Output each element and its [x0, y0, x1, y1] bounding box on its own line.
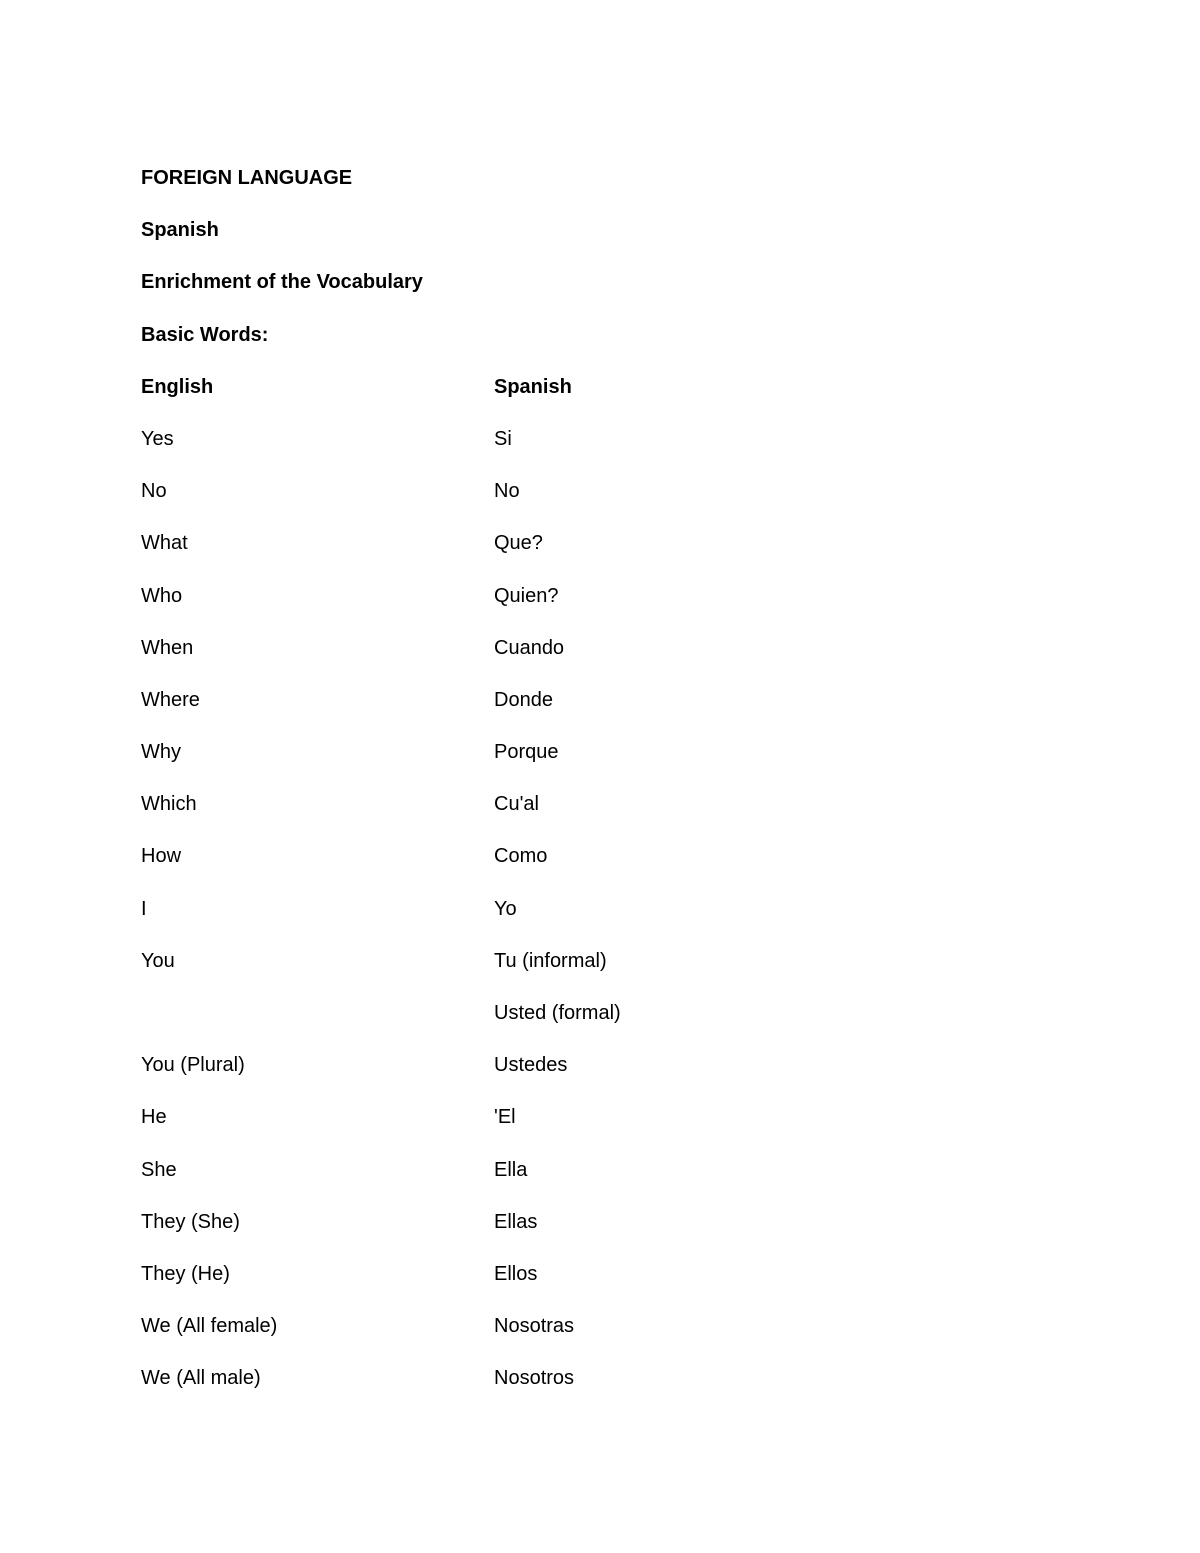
spanish-word: Quien?: [494, 584, 559, 607]
spanish-word: Si: [494, 427, 512, 450]
subsection-heading: Basic Words:: [141, 323, 269, 346]
vocabulary-row: [141, 1103, 1041, 1155]
english-word: Yes: [141, 427, 174, 450]
english-word: No: [141, 480, 167, 503]
vocabulary-row: [141, 1051, 1041, 1103]
header-spanish: Spanish: [494, 375, 572, 398]
spanish-word: Porque: [494, 741, 559, 764]
vocabulary-row: [141, 1208, 1041, 1260]
spanish-word: Tu (informal): [494, 949, 607, 972]
document-title: FOREIGN LANGUAGE: [141, 167, 353, 189]
vocabulary-row: [141, 529, 1041, 581]
english-word: They (She): [141, 1210, 240, 1233]
document-subject: Spanish: [141, 219, 219, 242]
header-english: English: [141, 375, 214, 398]
english-word: Where: [141, 688, 200, 711]
vocabulary-row: [141, 895, 1041, 947]
vocabulary-header-row: [141, 373, 1041, 425]
vocabulary-row: [141, 1260, 1041, 1312]
english-word: We (All female): [141, 1315, 278, 1338]
spanish-word: Nosotras: [494, 1315, 575, 1338]
english-word: She: [141, 1158, 177, 1181]
english-word: Who: [141, 584, 183, 607]
english-word: [141, 999, 494, 1051]
vocabulary-row: [141, 1364, 1041, 1416]
spanish-word: Como: [494, 845, 548, 868]
english-word: How: [141, 845, 182, 868]
english-word: We (All male): [141, 1367, 261, 1390]
vocabulary-row: [141, 842, 1041, 894]
english-word: They (He): [141, 1262, 230, 1285]
english-word: Which: [141, 793, 197, 816]
english-word: Why: [141, 741, 181, 764]
spanish-word: Cuando: [494, 636, 565, 659]
vocabulary-row: [141, 425, 1041, 477]
vocabulary-row: [141, 686, 1041, 738]
spanish-word: Que?: [494, 532, 543, 555]
spanish-word: Ustedes: [494, 1054, 568, 1077]
english-word: When: [141, 636, 194, 659]
spanish-word: Ella: [494, 1158, 528, 1181]
vocabulary-row: [141, 634, 1041, 686]
section-heading: Enrichment of the Vocabulary: [141, 271, 423, 294]
spanish-word: Cu'al: [494, 793, 539, 816]
english-word: What: [141, 532, 188, 555]
document-content: [141, 164, 1041, 1417]
english-word: He: [141, 1106, 167, 1129]
english-word: I: [141, 897, 147, 920]
vocabulary-row: [141, 582, 1041, 634]
spanish-word: Donde: [494, 688, 553, 711]
spanish-word: 'El: [494, 1106, 516, 1129]
spanish-word: Ellos: [494, 1262, 538, 1285]
vocabulary-list: [141, 425, 1041, 1417]
vocabulary-row: [141, 1312, 1041, 1364]
spanish-word: Nosotros: [494, 1367, 575, 1390]
vocabulary-row: [141, 1156, 1041, 1208]
vocabulary-row: [141, 790, 1041, 842]
english-word: You (Plural): [141, 1054, 245, 1077]
vocabulary-row: [141, 477, 1041, 529]
vocabulary-row: [141, 947, 1041, 999]
spanish-word: Ellas: [494, 1210, 538, 1233]
vocabulary-row: [141, 999, 1041, 1051]
spanish-word: No: [494, 480, 520, 503]
english-word: You: [141, 949, 175, 972]
spanish-word: Yo: [494, 897, 517, 920]
spanish-word: Usted (formal): [494, 1002, 621, 1024]
vocabulary-row: [141, 738, 1041, 790]
